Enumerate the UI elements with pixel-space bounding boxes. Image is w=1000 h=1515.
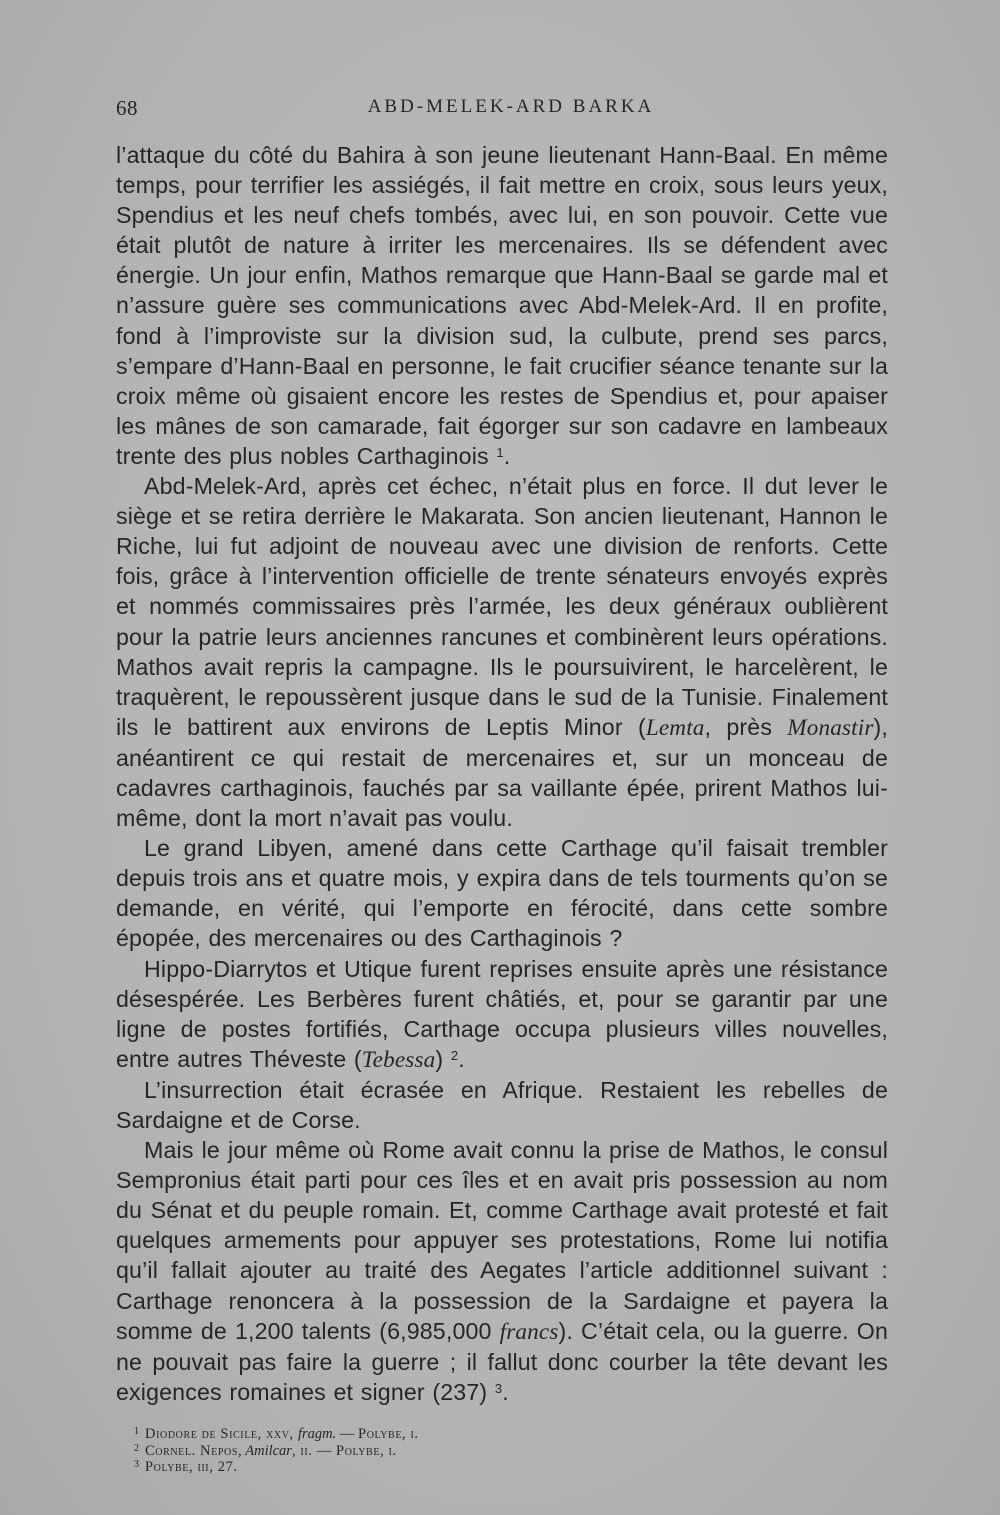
page-header [116,96,886,126]
text-segment: Abd-Melek-Ard, après cet échec, n’était plus en force. Il dut lever le siège et se retira derrière le Makarata. Son ancien lieutenant, Hannon le Riche, lui fut adjoint de nouveau avec une division de renforts. Cette fois, grâce à l’intervention officielle de trente sénateurs envoyés exprès et nommés commissaires près l’armée, les deux généraux oublièrent pour la patrie leurs anciennes rancunes et combinèrent leurs opérations. Mathos avait repris la campagne. Ils le poursuivirent, le harcelèrent, le traquèrent, le repoussèrent jusque dans le sud de la Tunisie. Finalement ils le battirent aux environs de Leptis Minor ( [116,473,888,740]
paragraph [116,1135,888,1407]
small-caps-text: , i. [402,1426,419,1442]
small-caps-text: , iii, 27. [189,1459,238,1475]
footnote-mark: 2 [134,1442,139,1454]
body-text [116,140,888,1407]
footnote-reference: 1 [496,444,504,460]
footnote [134,1443,834,1460]
footnote-reference: 3 [494,1380,503,1396]
text-segment: , [237,1442,246,1459]
text-segment: L’insurrection était écrasée en Afrique. Restaient les rebelles de Sardaigne et de Corse. [116,1076,888,1133]
small-caps-text: Polybe [336,1442,381,1459]
footnotes [134,1426,834,1476]
paragraph [116,471,888,833]
italic-text: Amilcar [245,1442,292,1459]
footnote [134,1426,834,1443]
text-segment: ) [435,1045,451,1072]
italic-text: Tebessa [361,1046,436,1073]
italic-text: fragm. [298,1426,337,1442]
paragraph [116,140,888,471]
small-caps-text: , xxv, [257,1426,299,1442]
text-segment: . [458,1045,465,1072]
italic-text: Lemta [645,714,705,741]
text-segment: Hippo-Diarrytos et Utique furent reprises ensuite après une résistance désespérée. Les Berbères furent châtiés, et, pour se garantir par une ligne de postes fortifiés, Carthage occupa plusieurs villes nouvelles, entre autres Théveste ( [116,955,888,1072]
running-head: ABD-MELEK-ARD BARKA [367,96,655,117]
text-segment: . [503,442,511,469]
text-segment: Mais le jour même où Rome avait connu la prise de Mathos, le consul Sempronius était parti pour ces îles et en avait pris possession au nom du Sénat et du peuple romain. Et, comme Carthage avait protesté et fait quelques armements pour appuyer ses protestations, Rome lui notifia qu’il fallait ajouter au traité des Aegates l’article additionnel suivant : Carthage renoncera à la possession de la Sardaigne et payera la somme de 1,200 talents (6,985,000 [116,1137,888,1344]
text-segment: ), anéantirent ce qui restait de mercenaires et, sur un monceau de cadavres carthaginois, fauchés par sa vaillante épée, prirent Mathos lui-même, dont la mort n’avait pas voulu. [116,713,888,832]
text-segment: ). C’était cela, ou la guerre. On ne pouvait pas faire la guerre ; il fallut donc courber la tête devant les exigences romaines et signer (237) [116,1317,888,1405]
footnote [134,1459,834,1476]
small-caps-text: Cornel. Nepos [145,1442,238,1459]
footnote-mark: 3 [134,1459,139,1470]
page-number: 68 [116,96,138,120]
small-caps-text: Diodore de Sicile [145,1426,258,1442]
text-segment: Le grand Libyen, amené dans cette Carthage qu’il faisait trembler depuis trois ans et quatre mois, y expira dans de tels tourments qu’on se demande, en vérité, qui l’emporte en férocité, dans cette sombre épopée, des mercenaires ou des Carthaginois ? [116,835,888,952]
small-caps-text: Polybe [358,1426,403,1442]
text-segment: l’attaque du côté du Bahira à son jeune lieutenant Hann-Baal. En même temps, pour terrifier les assiégés, il fait mettre en croix, sous leurs yeux, Spendius et les neuf chefs tombés, avec lui, en son pouvoir. Cette vue était plutôt de nature à irriter les mercenaires. Ils se défendent avec énergie. Un jour enfin, Mathos remarque que Hann-Baal se garde mal et n’assure guère ses communications avec Abd-Melek-Ard. Il en profite, fond à l’improviste sur la division sud, la culbute, prend ses parcs, s’empare d’Hann-Baal en personne, le fait crucifier séance tenante sur la croix même où gisaient encore les restes de Spendius et, pour apaiser les mânes de son camarade, fait égorger sur son cadavre en lambeaux trente des plus nobles Carthaginois [116,142,888,469]
small-caps-text: , i. [380,1442,397,1459]
paragraph [116,833,888,953]
footnote-reference: 2 [450,1047,459,1063]
italic-text: Monastir [787,714,874,741]
text-segment: , près [704,713,788,740]
small-caps-text: , ii. — [291,1442,337,1459]
paragraph [116,1075,888,1135]
text-segment: — [336,1426,359,1442]
italic-text: francs [499,1318,559,1345]
paragraph [116,954,888,1075]
footnote-mark: 1 [134,1426,139,1437]
text-segment: . [502,1378,509,1405]
small-caps-text: Polybe [145,1459,189,1475]
